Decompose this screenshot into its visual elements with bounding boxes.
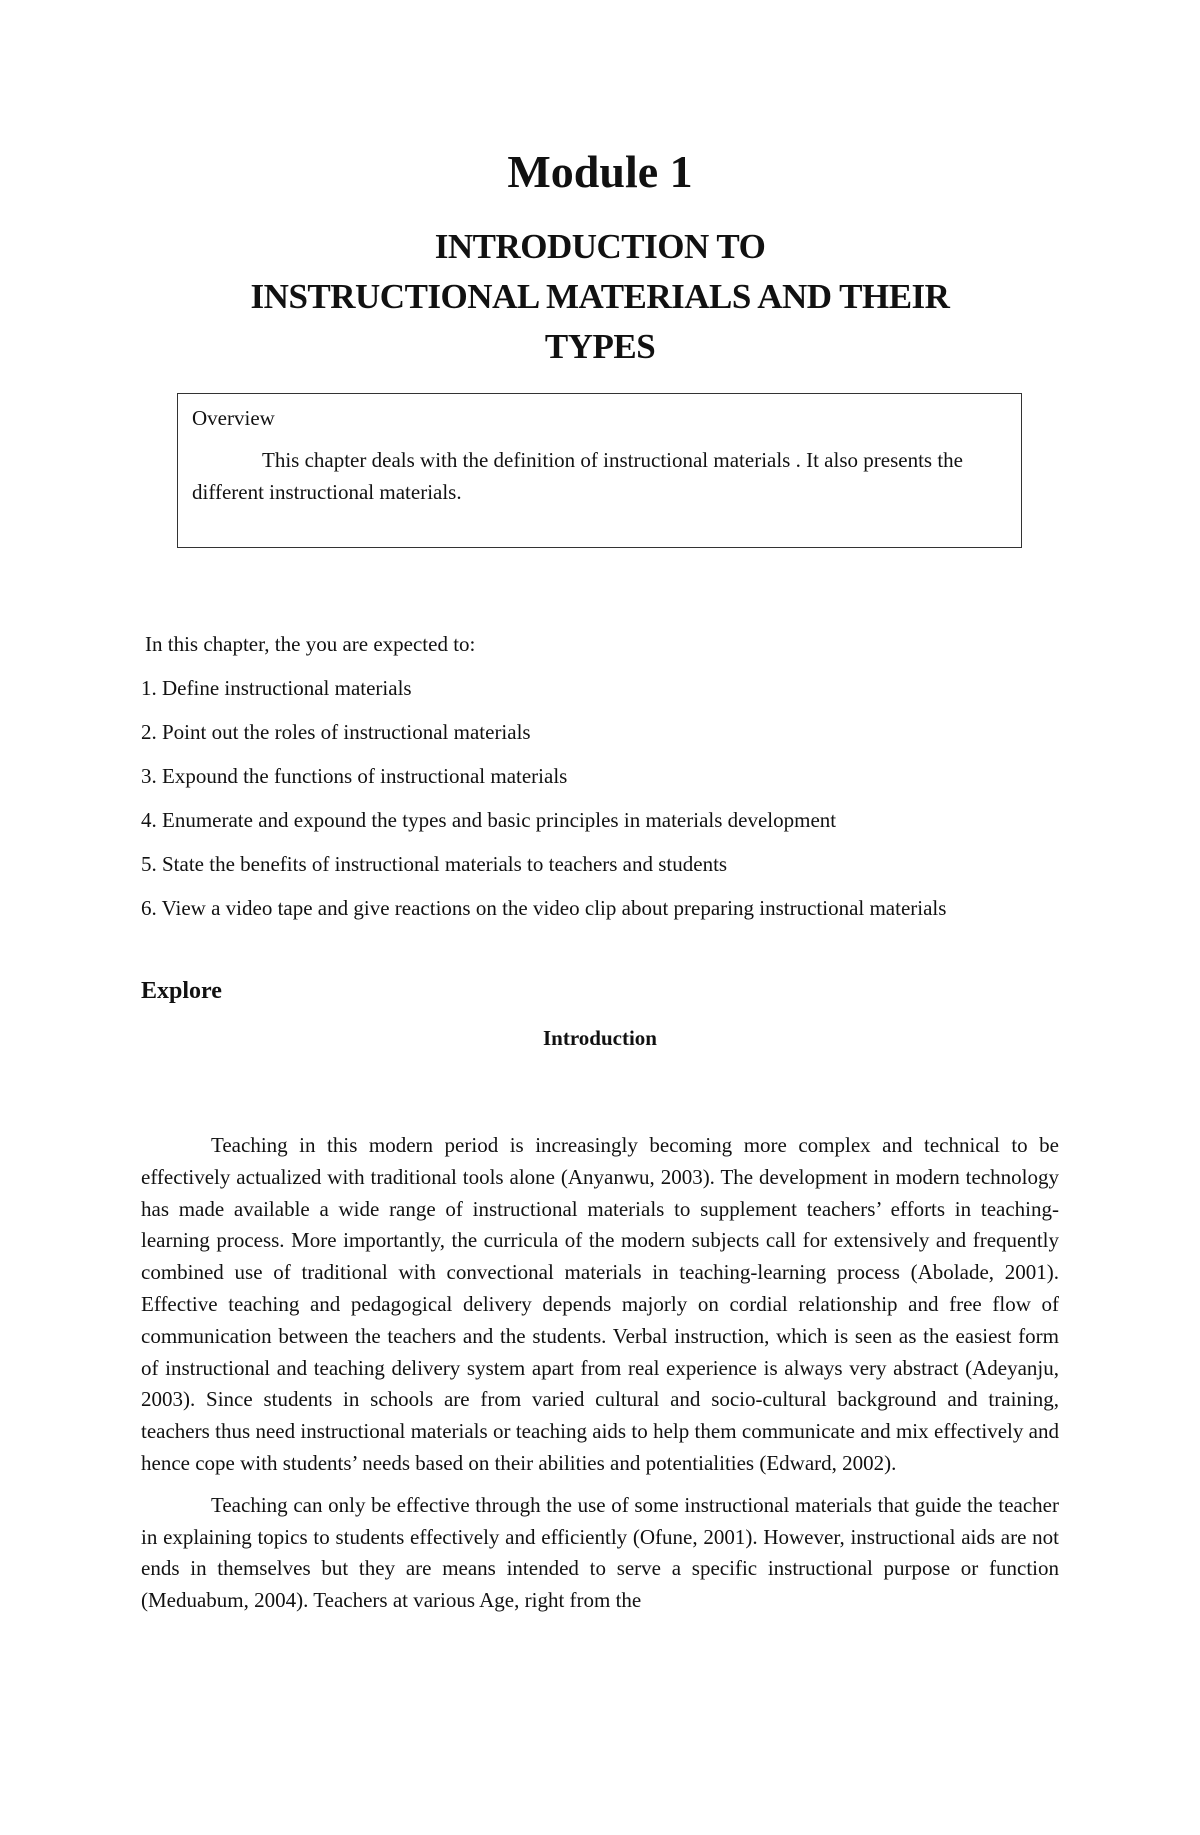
chapter-title-line: INTRODUCTION TO (434, 227, 766, 266)
objective-item: 5. State the benefits of instructional materials to teachers and students (141, 852, 728, 876)
explore-heading: Explore (141, 978, 222, 1004)
chapter-title (0, 222, 1200, 372)
objective-item: 4. Enumerate and expound the types and basic principles in materials development (141, 808, 837, 832)
objectives-section (141, 624, 1081, 932)
objective-item: 2. Point out the roles of instructional materials (141, 720, 531, 744)
chapter-title-line: INSTRUCTIONAL MATERIALS AND THEIR (250, 277, 950, 316)
overview-text: This chapter deals with the definition of instructional materials . It also presents the different instructional materials. (192, 448, 963, 504)
objective-item: 1. Define instructional materials (141, 676, 412, 700)
objective-item: 6. View a video tape and give reactions on the video clip about preparing instructional materials (141, 896, 947, 920)
objectives-list (141, 668, 1081, 932)
overview-label: Overview (192, 406, 275, 430)
objectives-intro: In this chapter, the you are expected to: (145, 632, 476, 656)
module-title: Module 1 (507, 146, 693, 197)
objective-item: 3. Expound the functions of instructional materials (141, 764, 568, 788)
chapter-title-line: TYPES (544, 327, 656, 366)
body-paragraph: Teaching in this modern period is increasingly becoming more complex and technical to be effectively actualized with traditional tools alone (Anyanwu, 2003). The development in modern technology has made available a wide range of instructional materials to supplement teachers’ efforts in teaching-learning process. More importantly, the curricula of the modern subjects call for extensively and frequently combined use of traditional with convectional materials in teaching-learning process (Abolade, 2001). Effective teaching and pedagogical delivery depends majorly on cordial relationship and free flow of communication between the teachers and the students. Verbal instruction, which is seen as the easiest form of instructional and teaching delivery system apart from real experience is always very abstract (Adeyanju, 2003). Since students in schools are from varied cultural and socio-cultural background and training, teachers thus need instructional materials or teaching aids to help them communicate and mix effectively and hence cope with students’ needs based on their abilities and potentialities (Edward, 2002). (141, 1133, 1059, 1475)
introduction-heading: Introduction (543, 1026, 657, 1050)
overview-box (177, 393, 1022, 548)
body-text (141, 1130, 1059, 1627)
body-paragraph: Teaching can only be effective through the use of some instructional materials that guide the teacher in explaining topics to students effectively and efficiently (Ofune, 2001). However, instructional aids are not ends in themselves but they are means intended to serve a specific instructional purpose or function (Meduabum, 2004). Teachers at various Age, right from the (141, 1492, 1059, 1613)
